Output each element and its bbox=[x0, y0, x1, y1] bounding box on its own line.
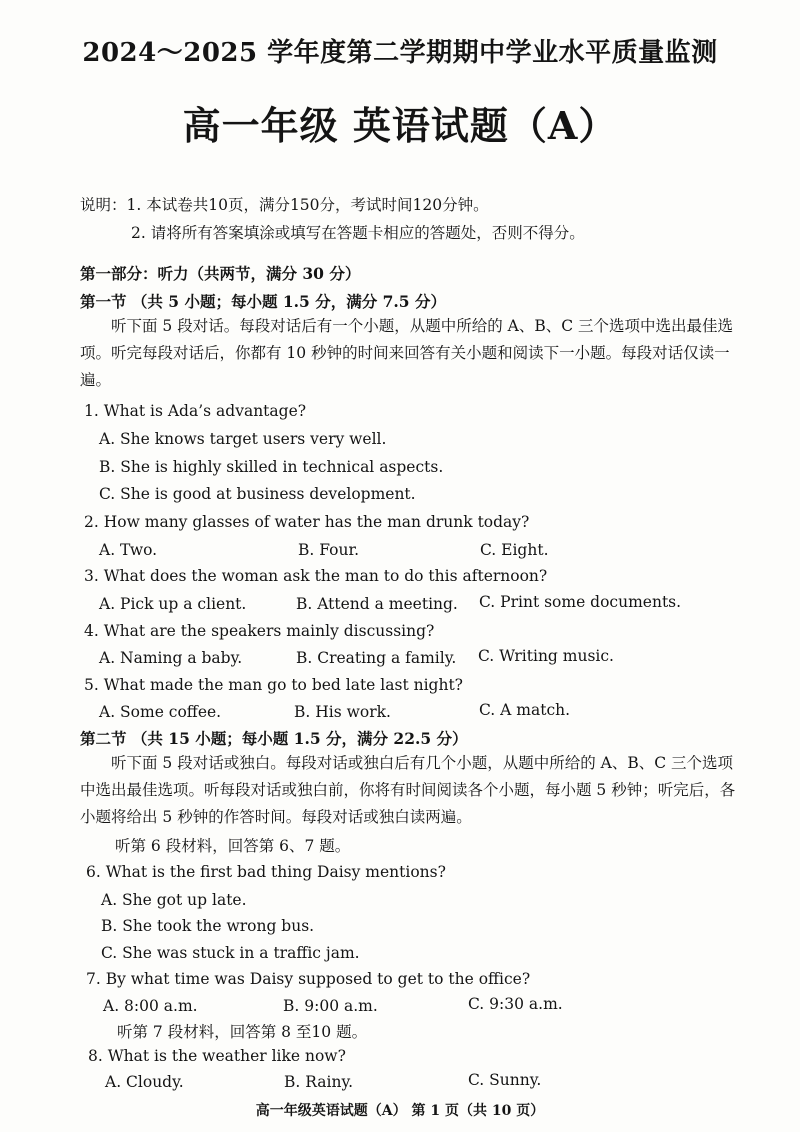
note-line-1: 说明：1. 本试卷共10页，满分150分，考试时间120分钟。 bbox=[80, 196, 489, 214]
question-8-option-b: B. Rainy. bbox=[284, 1073, 354, 1091]
question-1-stem: 1. What is Ada’s advantage? bbox=[84, 402, 307, 420]
page-footer: 高一年级英语试题（A） 第 1 页（共 10 页） bbox=[255, 1103, 545, 1119]
question-3-stem: 3. What does the woman ask the man to do this afternoon? bbox=[84, 567, 548, 585]
question-2-option-a: A. Two. bbox=[99, 541, 158, 559]
question-4-option-c: C. Writing music. bbox=[478, 647, 614, 665]
question-5-option-c: C. A match. bbox=[479, 701, 571, 719]
note-line-2: 2. 请将所有答案填涂或填写在答题卡相应的答题处，否则不得分。 bbox=[131, 224, 585, 242]
question-4-option-b: B. Creating a family. bbox=[296, 649, 457, 667]
question-2-option-c: C. Eight. bbox=[480, 541, 549, 559]
material-6-instruction: 听第 6 段材料，回答第 6、7 题。 bbox=[115, 837, 351, 855]
question-2-option-b: B. Four. bbox=[298, 541, 360, 559]
question-7-stem: 7. By what time was Daisy supposed to get to the office? bbox=[86, 970, 531, 988]
question-6-stem: 6. What is the first bad thing Daisy mentions? bbox=[86, 863, 446, 881]
question-7-option-c: C. 9:30 a.m. bbox=[468, 995, 563, 1013]
question-1-option-a: A. She knows target users very well. bbox=[99, 430, 387, 448]
question-4-option-a: A. Naming a baby. bbox=[99, 649, 243, 667]
question-7-option-b: B. 9:00 a.m. bbox=[283, 997, 378, 1015]
question-8-stem: 8. What is the weather like now? bbox=[88, 1047, 346, 1065]
question-1-option-c: C. She is good at business development. bbox=[99, 485, 416, 503]
question-3-option-c: C. Print some documents. bbox=[479, 593, 682, 611]
question-8-option-a: A. Cloudy. bbox=[105, 1073, 184, 1091]
question-7-option-a: A. 8:00 a.m. bbox=[103, 997, 198, 1015]
question-3-option-a: A. Pick up a client. bbox=[99, 595, 247, 613]
subject-title: 高一年级 英语试题（A） bbox=[182, 103, 618, 148]
part1-title: 第一部分：听力（共两节，满分 30 分） bbox=[80, 264, 361, 283]
question-6-option-a: A. She got up late. bbox=[101, 891, 247, 909]
question-1-option-b: B. She is highly skilled in technical aspects. bbox=[99, 458, 444, 476]
material-7-instruction: 听第 7 段材料，回答第 8 至10 题。 bbox=[117, 1023, 368, 1041]
section1-title: 第一节 （共 5 小题；每小题 1.5 分，满分 7.5 分） bbox=[80, 292, 446, 311]
question-5-stem: 5. What made the man go to bed late last night? bbox=[84, 676, 463, 694]
question-5-option-b: B. His work. bbox=[294, 703, 391, 721]
question-8-option-c: C. Sunny. bbox=[468, 1071, 542, 1089]
section1-instructions: 听下面 5 段对话。每段对话后有一个小题，从题中所给的 A、B、C 三个选项中选出最佳选项。听完每段对话后，你都有 10 秒钟的时间来回答有关小题和阅读下一小题。每段对话仅读一遍。 bbox=[80, 317, 734, 389]
section2-instructions: 听下面 5 段对话或独白。每段对话或独白后有几个小题，从题中所给的 A、B、C 三个选项中选出最佳选项。听每段对话或独白前，你将有时间阅读各个小题，每小题 5 秒钟；听完后，各小题将给出 5 秒钟的作答时间。每段对话或独白读两遍。 bbox=[80, 754, 736, 826]
question-3-option-b: B. Attend a meeting. bbox=[296, 595, 458, 613]
question-4-stem: 4. What are the speakers mainly discussing? bbox=[84, 622, 435, 640]
exam-title: 2024～2025 学年度第二学期期中学业水平质量监测 bbox=[82, 38, 718, 68]
section2-title: 第二节 （共 15 小题；每小题 1.5 分，满分 22.5 分） bbox=[80, 729, 468, 748]
question-5-option-a: A. Some coffee. bbox=[99, 703, 222, 721]
question-2-stem: 2. How many glasses of water has the man drunk today? bbox=[84, 513, 530, 531]
question-6-option-c: C. She was stuck in a traffic jam. bbox=[101, 944, 360, 962]
question-6-option-b: B. She took the wrong bus. bbox=[101, 917, 315, 935]
